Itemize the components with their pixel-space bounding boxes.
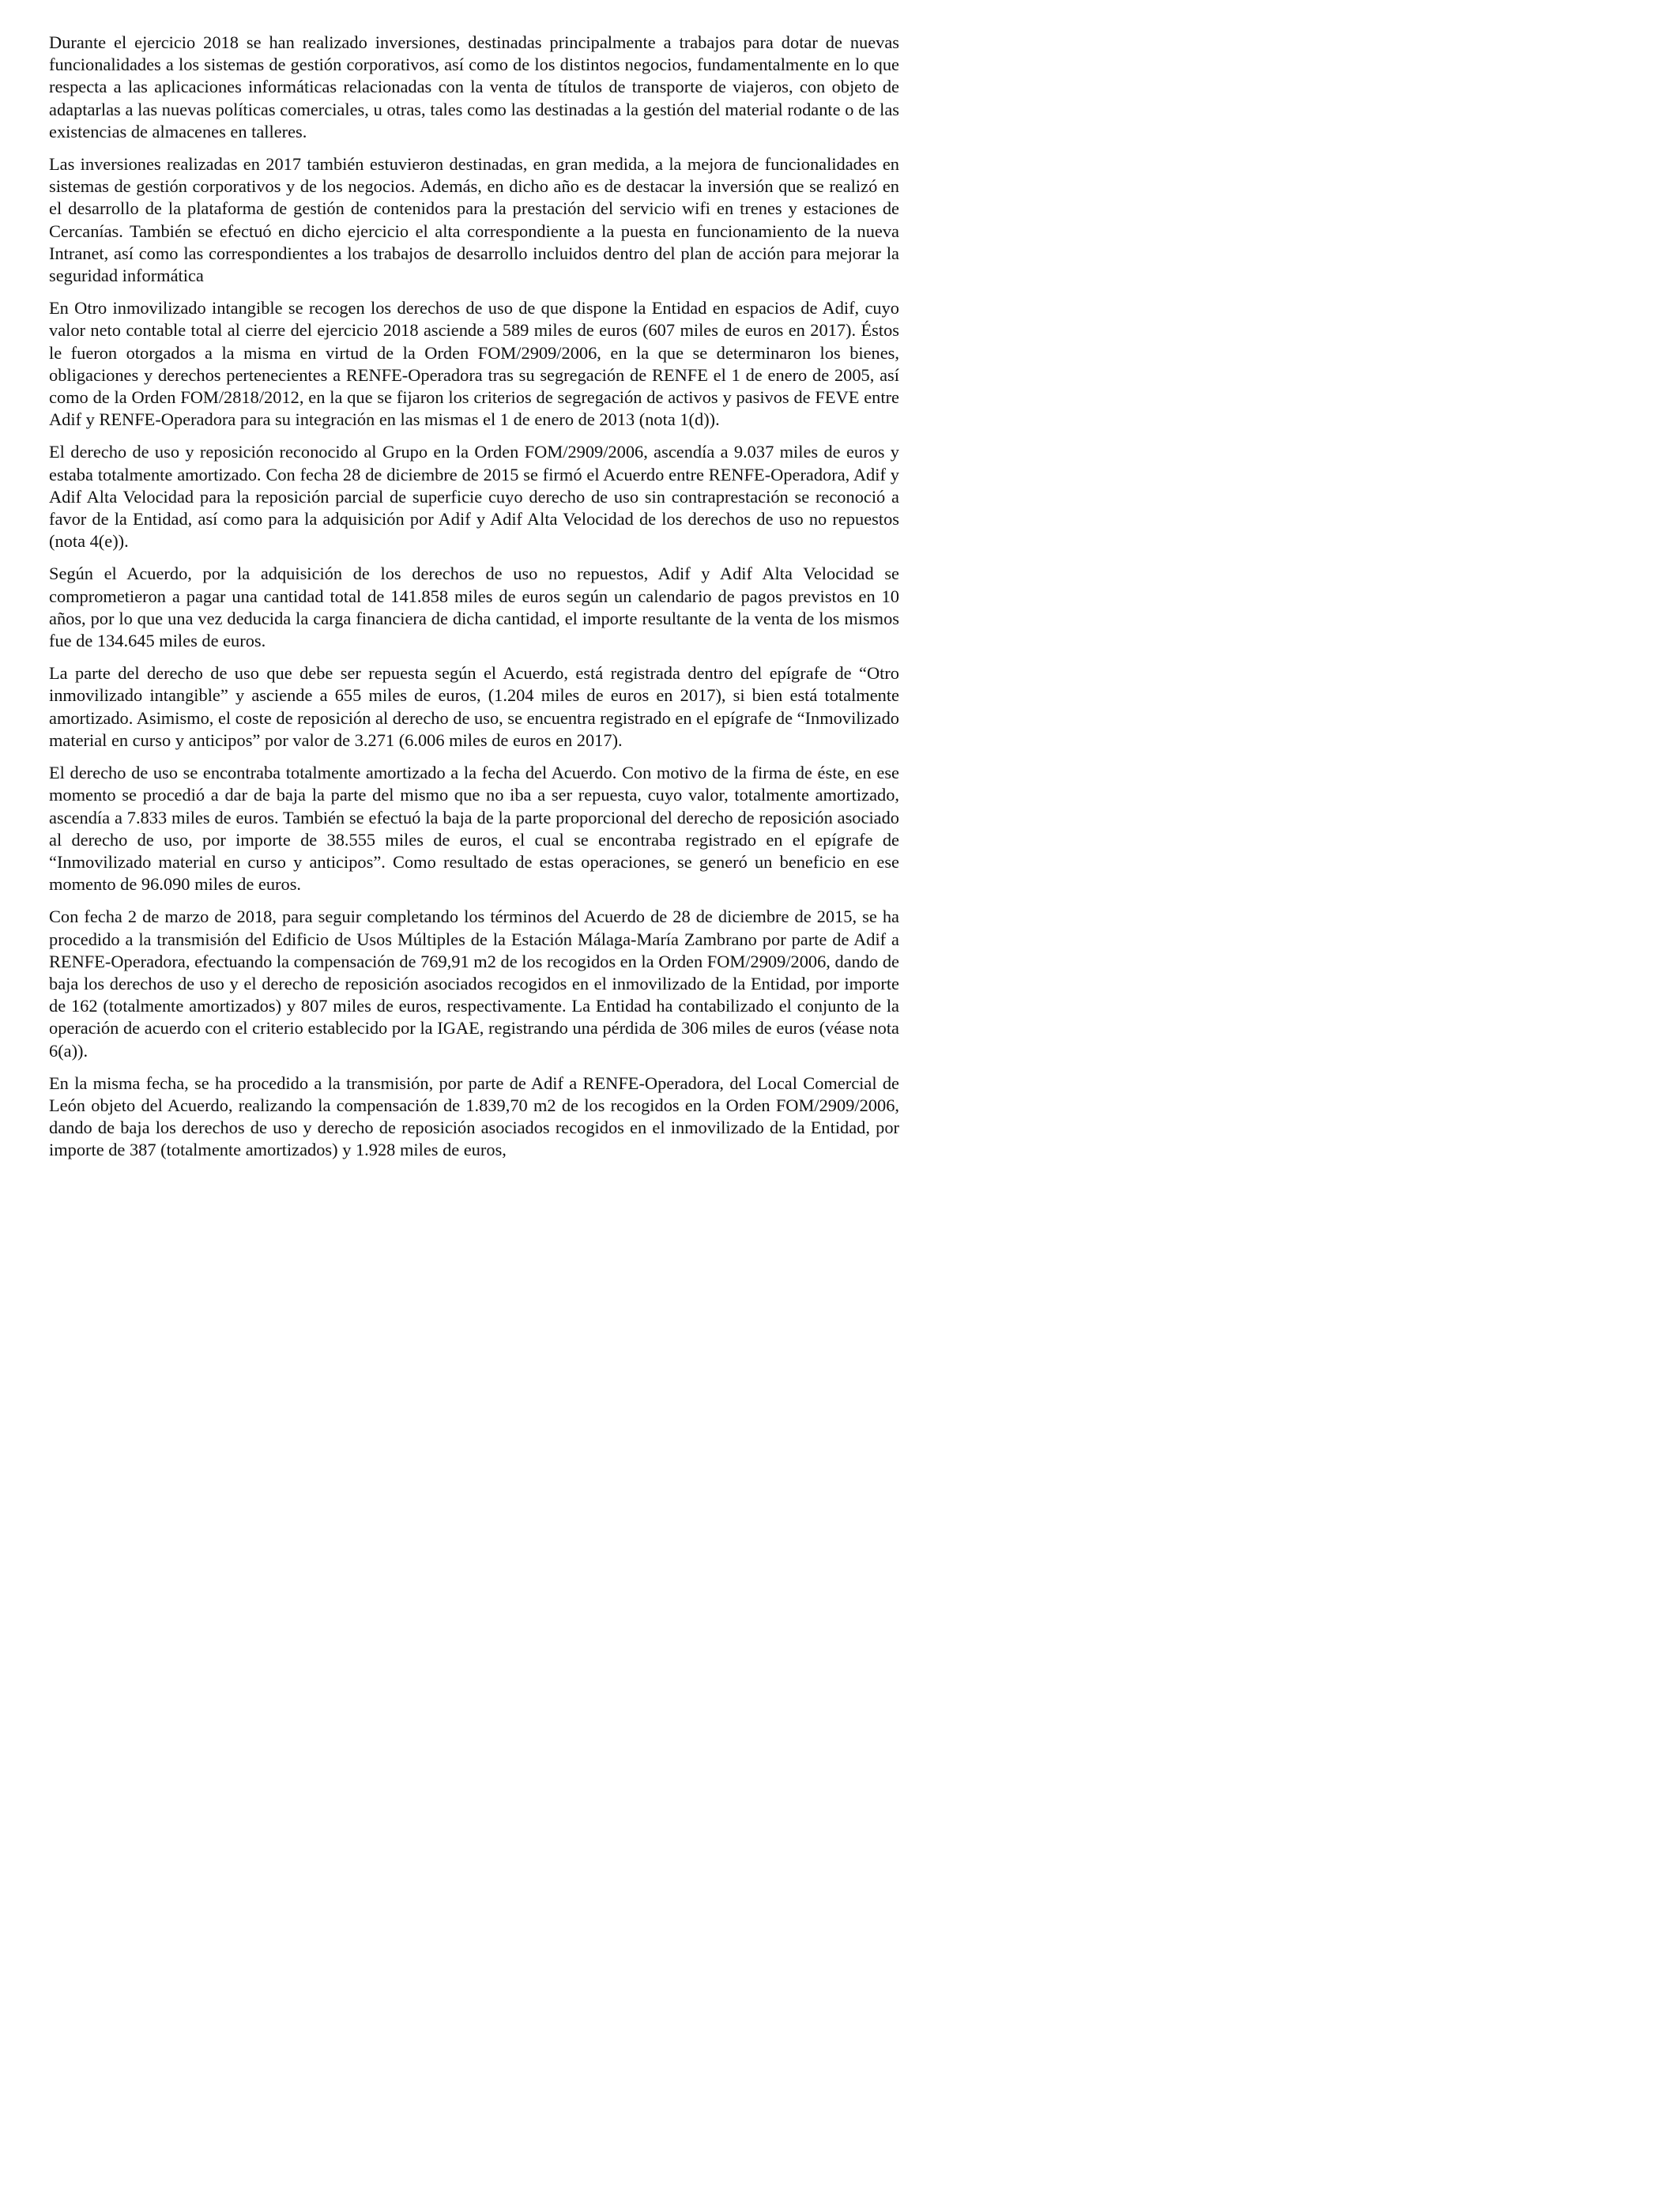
paragraph-parte-repuesta: La parte del derecho de uso que debe ser repuesta según el Acuerdo, está registrada dentro del epígrafe de “Otro inmovilizado intangible” y asciende a 655 miles de euros, (1.204 miles de euros en 2017), si bien está totalmente amortizado. Asimismo, el coste de reposición al derecho de uso, se encuentra registrado en el epígrafe de “Inmovilizado material en curso y anticipos” por valor de 3.271 (6.006 miles de euros en 2017).: [49, 663, 899, 750]
paragraph-malaga-maria-zambrano: Con fecha 2 de marzo de 2018, para seguir completando los términos del Acuerdo de 28 de diciembre de 2015, se ha procedido a la transmisión del Edificio de Usos Múltiples de la Estación Málaga-María Zambrano por parte de Adif a RENFE-Operadora, efectuando la compensación de 769,91 m2 de los recogidos en la Orden FOM/2909/2006, dando de baja los derechos de uso y el derecho de reposición asociados recogidos en el inmovilizado de la Entidad, por importe de 162 (totalmente amortizados) y 807 miles de euros, respectivamente. La Entidad ha contabilizado el conjunto de la operación de acuerdo con el criterio establecido por la IGAE, registrando una pérdida de 306 miles de euros (véase nota 6(a)).: [49, 907, 899, 1061]
paragraph-otro-inmovilizado: En Otro inmovilizado intangible se recogen los derechos de uso de que dispone la Entidad en espacios de Adif, cuyo valor neto contable total al cierre del ejercicio 2018 asciende a 589 miles de euros (607 miles de euros en 2017). Éstos le fueron otorgados a la misma en virtud de la Orden FOM/2909/2006, en la que se determinaron los bienes, obligaciones y derechos pertenecientes a RENFE-Operadora tras su segregación de RENFE el 1 de enero de 2005, así como de la Orden FOM/2818/2012, en la que se fijaron los criterios de segregación de activos y pasivos de FEVE entre Adif y RENFE-Operadora para su integración en las mismas el 1 de enero de 2013 (nota 1(d)).: [49, 298, 899, 430]
paragraph-local-leon: En la misma fecha, se ha procedido a la transmisión, por parte de Adif a RENFE-Operadora, del Local Comercial de León objeto del Acuerdo, realizando la compensación de 1.839,70 m2 de los recogidos en la Orden FOM/2909/2006, dando de baja los derechos de uso y derecho de reposición asociados recogidos en el inmovilizado de la Entidad, por importe de 387 (totalmente amortizados) y 1.928 miles de euros,: [49, 1072, 899, 1160]
paragraph-inversiones-2017: Las inversiones realizadas en 2017 también estuvieron destinadas, en gran medida, a la mejora de funcionalidades en sistemas de gestión corporativos y de los negocios. Además, en dicho año es de destacar la inversión que se realizó en el desarrollo de la plataforma de gestión de contenidos para la prestación del servicio wifi en trenes y estaciones de Cercanías. También se efectuó en dicho ejercicio el alta correspondiente a la puesta en funcionamiento de la nueva Intranet, así como las correspondientes a los trabajos de desarrollo incluidos dentro del plan de acción para mejorar la seguridad informática: [49, 154, 899, 286]
document-page: [49, 32, 899, 1172]
paragraph-derecho-amortizado: El derecho de uso se encontraba totalmente amortizado a la fecha del Acuerdo. Con motivo de la firma de éste, en ese momento se procedió a dar de baja la parte del mismo que no iba a ser repuesta, cuyo valor, totalmente amortizado, ascendía a 7.833 miles de euros. También se efectuó la baja de la parte proporcional del derecho de reposición asociado al derecho de uso, por importe de 38.555 miles de euros, el cual se encontraba registrado en el epígrafe de “Inmovilizado material en curso y anticipos”. Como resultado de estas operaciones, se generó un beneficio en ese momento de 96.090 miles de euros.: [49, 763, 899, 895]
paragraph-segun-acuerdo: Según el Acuerdo, por la adquisición de los derechos de uso no repuestos, Adif y Adif Alta Velocidad se comprometieron a pagar una cantidad total de 141.858 miles de euros según un calendario de pagos previstos en 10 años, por lo que una vez deducida la carga financiera de dicha cantidad, el importe resultante de la venta de los mismos fue de 134.645 miles de euros.: [49, 564, 899, 651]
paragraph-derecho-uso-reposicion: El derecho de uso y reposición reconocido al Grupo en la Orden FOM/2909/2006, ascendía a 9.037 miles de euros y estaba totalmente amortizado. Con fecha 28 de diciembre de 2015 se firmó el Acuerdo entre RENFE-Operadora, Adif y Adif Alta Velocidad para la reposición parcial de superficie cuyo derecho de uso sin contraprestación se reconoció a favor de la Entidad, así como para la adquisición por Adif y Adif Alta Velocidad de los derechos de uso no repuestos (nota 4(e)).: [49, 442, 899, 552]
paragraph-inversiones-2018: Durante el ejercicio 2018 se han realizado inversiones, destinadas principalmente a trabajos para dotar de nuevas funcionalidades a los sistemas de gestión corporativos, así como de los distintos negocios, fundamentalmente en lo que respecta a las aplicaciones informáticas relacionadas con la venta de títulos de transporte de viajeros, con objeto de adaptarlas a las nuevas políticas comerciales, u otras, tales como las destinadas a la gestión del material rodante o de las existencias de almacenes en talleres.: [49, 32, 899, 141]
